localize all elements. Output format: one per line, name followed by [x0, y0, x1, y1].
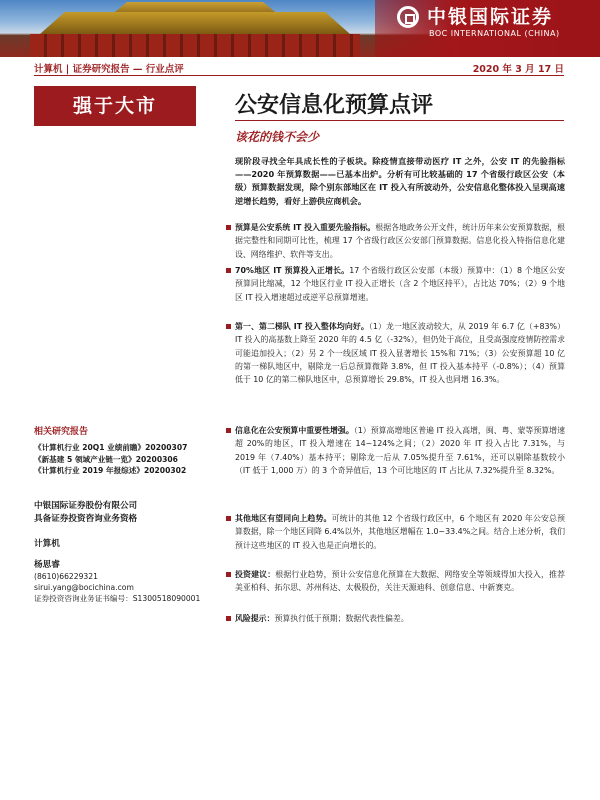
company-qualification: 具备证券投资咨询业务资格 [34, 514, 138, 524]
bullet-item [235, 264, 565, 304]
palace-roof [40, 12, 350, 34]
bullet-marker-icon [226, 324, 231, 329]
report-subtitle: 该花的钱不会少 [235, 130, 320, 144]
analyst-phone: (8610)66229321 [34, 572, 98, 581]
related-heading: 相关研究报告 [34, 427, 89, 437]
bullet-marker-icon [226, 616, 231, 621]
brand-name-cn: 中银国际证券 [427, 6, 554, 28]
bullet-lead: 70%地区 IT 预算投入正增长。 [235, 266, 350, 275]
bullet-item [235, 568, 565, 595]
bullet-item [235, 612, 565, 625]
related-report-item[interactable]: 《新基建 5 领域产业链一览》20200306 [34, 454, 178, 464]
brand-logo [375, 0, 600, 57]
bullet-lead: 信息化在公安预算中重要性增强。 [235, 426, 354, 435]
palace-hall [30, 34, 360, 57]
report-title: 公安信息化预算点评 [235, 92, 434, 118]
breadcrumb: 计算机 | 证券研究报告 — 行业点评 [34, 64, 184, 75]
header-divider [34, 75, 564, 76]
report-date: 2020 年 3 月 17 日 [472, 64, 564, 75]
bullet-text: 可统计的其他 12 个省级行政区中，6 个地区有 2020 年公安总预算数据，除一个地区同降 6.4%以外，其他地区增幅在 1.0~33.4%之间。结合上述分析，我们预计这些地区的 IT 投入也是正向增长的。 [235, 514, 565, 550]
bullet-item [235, 424, 565, 477]
bullet-lead: 第一、第二梯队 IT 投入整体均向好。 [235, 322, 369, 331]
related-report-item[interactable]: 《计算机行业 20Q1 业绩前瞻》20200307 [34, 443, 188, 452]
bullet-text: 根据行业趋势，预计公安信息化预算在大数据、网络安全等领域得加大投入，推荐美亚柏科、拓尔思、苏州科达、太极股份，关注天源迪科、创意信息、中新赛克。 [235, 570, 565, 593]
bullet-text: （1）预算高增地区普遍 IT 投入高增，闽、粤、蒙等预算增速超 20%的地区，IT 投入增速在 14~124%之间；（2）2020 年 IT 投入占比 7.31%，与 2019 年（7.40%）基本持平；剔除龙一后从 7.05%提升至 7.61%，还可以剔除基数较小（IT 低于 1,000 万）的 3 个奇异值后，13 个可比地区的 IT 占比从 7.32%提升至 8.32%。 [235, 426, 565, 475]
related-report-item[interactable]: 《计算机行业 2019 年报综述》20200302 [34, 466, 187, 475]
company-info [34, 500, 137, 526]
report-header [0, 57, 600, 79]
brand-name-en: BOC INTERNATIONAL (CHINA) [429, 29, 560, 38]
bullet-item [235, 512, 565, 552]
analyst-name: 杨思睿 [34, 560, 60, 570]
related-reports [34, 424, 199, 477]
bullet-text: （1）龙一地区波动较大，从 2019 年 6.7 亿（+83%）IT 投入的高基数上降至 2020 年的 4.5 亿（-32%），但仍处于高位，且受高强度疫情防控需求可能追加投入；（2）另 2 个一线区域 IT 投入显著增长 15%和 71%；（3）公安预算超 10 亿的第一梯队地区中，剔除龙一后总预算微降 3.8%，但 IT 投入基本持平（-0.8%）；（4）预算低于 10 亿的第二梯队地区中，总预算增长 29.8%，IT 投入也同增 16.3%。 [235, 322, 565, 385]
bullet-text: 根据各地政务公开文件，统计历年来公安预算数据，根据完整性和同期可比性，梳理 17 个省级行政区公安部门预算数据。信息化投入特指信息化建设、网络维护、软件等支出。 [235, 223, 565, 259]
report-summary: 现阶段寻找全年具成长性的子板块。除疫情直接带动医疗 IT 之外，公安 IT 的先验指标——2020 年预算数据——已基本出炉。分析有可比较基础的 17 个省级行政区公安（本级）预算数据发现，除个别东部地区在 IT 投入有所波动外，公安信息化整体投入呈现高速逆增长趋势，看好上游供应商机会。 [235, 156, 565, 206]
bullet-marker-icon [226, 516, 231, 521]
bullet-marker-icon [226, 268, 231, 273]
title-divider [235, 120, 564, 121]
bullet-lead: 投资建议： [235, 570, 276, 579]
bullet-lead: 预算是公安系统 IT 投入重要先验指标。 [235, 223, 376, 232]
company-name: 中银国际证券股份有限公司 [34, 501, 138, 511]
bullet-text: 17 个省级行政区公安部（本级）预算中：（1）8 个地区公安预算同比缩减，12 个地区行业 IT 投入正增长（含 2 个地区持平），占比达 70%；（2）9 个地区 IT 投入增速超过或逆平总预算增速。 [235, 266, 565, 302]
analyst-license: 证券投资咨询业务证书编号：S1300518090001 [34, 594, 201, 603]
header-banner [0, 0, 600, 57]
boc-logo-icon [397, 6, 419, 28]
bullet-item [235, 221, 565, 261]
bullet-lead: 其他地区有望同向上趋势。 [235, 514, 332, 523]
bullet-lead: 风险提示： [235, 614, 275, 623]
bullet-marker-icon [226, 428, 231, 433]
rating-badge: 强于大市 [34, 86, 196, 126]
analyst-email[interactable]: sirui.yang@bocichina.com [34, 583, 134, 592]
analyst-info [34, 560, 200, 604]
bullet-marker-icon [226, 572, 231, 577]
bullet-text: 预算执行低于预期；数据代表性偏差。 [274, 614, 409, 623]
bullet-marker-icon [226, 225, 231, 230]
bullet-item [235, 320, 565, 386]
industry-label: 计算机 [34, 539, 60, 549]
